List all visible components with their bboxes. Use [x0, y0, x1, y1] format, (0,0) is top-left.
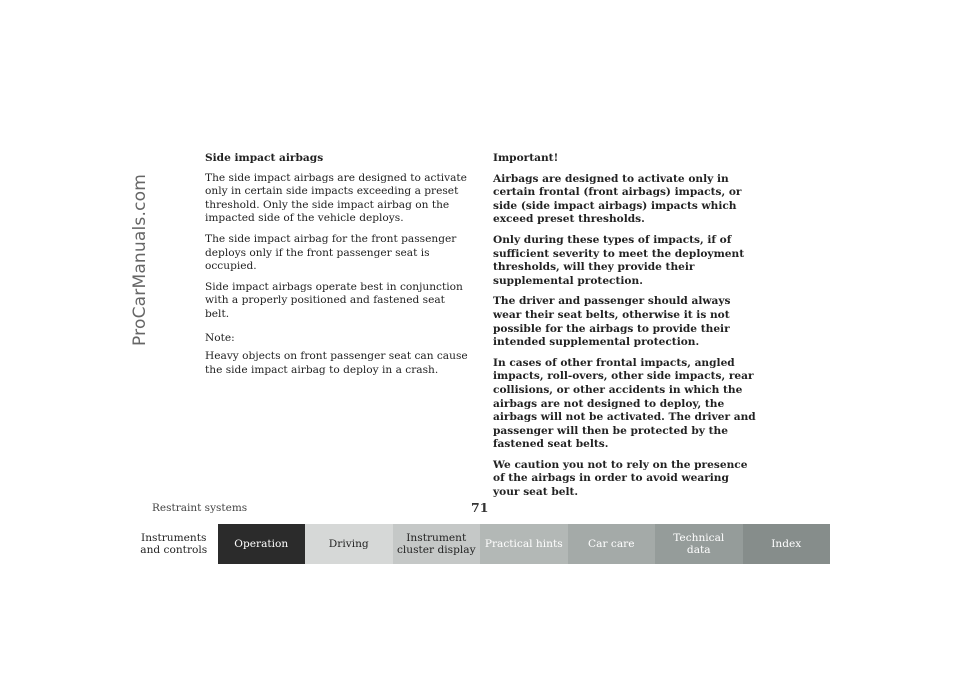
section-heading: Side impact airbags: [205, 152, 324, 164]
tab-index[interactable]: [743, 524, 831, 564]
tab-label: Driving: [328, 537, 369, 550]
paragraph: The side impact airbag for the front passenger deploys only if the front passenger seat is occupied.: [205, 232, 457, 273]
paragraph: The side impact airbags are designed to activate only in certain side impacts exceeding a preset threshold. Only the side impact airbag on the impacted side of the vehicle deploys.: [205, 171, 467, 225]
paragraph: We caution you not to rely on the presence of the airbags in order to avoid wearing your seat belt.: [493, 458, 748, 499]
paragraph: The driver and passenger should always wear their seat belts, otherwise it is not possible for the airbags to provide their intended supplemental protection.: [493, 295, 731, 349]
tab-label: Index: [771, 537, 802, 550]
paragraph: Side impact airbags operate best in conjunction with a properly positioned and fastened seat belt.: [205, 280, 463, 320]
tab-practical-hints[interactable]: [480, 524, 568, 564]
tab-car-care[interactable]: [568, 524, 656, 564]
tab-operation[interactable]: [218, 524, 306, 564]
note-label: Note:: [205, 331, 235, 344]
right-column: [493, 152, 758, 507]
tab-label: Technical data: [673, 531, 725, 556]
note-text: Heavy objects on front passenger seat can cause the side impact airbag to deploy in a crash.: [205, 350, 468, 376]
paragraph: In cases of other frontal impacts, angled impacts, roll-overs, other side impacts, rear collisions, or other accidents in which the airbags are not designed to deploy, the airbags will not be activated. The driver and passenger will then be protected by the fastened seat belts.: [493, 356, 756, 451]
tab-label: Car care: [588, 537, 635, 550]
tab-label: Instruments and controls: [140, 531, 208, 556]
page-number: 71: [471, 500, 489, 515]
paragraph: Only during these types of impacts, if of sufficient severity to meet the deployment thresholds, will they provide their supplemental protection.: [493, 233, 745, 287]
tab-label: Practical hints: [484, 537, 563, 550]
tab-label: Operation: [234, 537, 289, 550]
left-column: [205, 152, 470, 384]
tab-label: Instrument cluster display: [396, 531, 476, 556]
tab-instrument-cluster-display[interactable]: [393, 524, 481, 564]
watermark-text: ProCarManuals.com: [130, 174, 150, 346]
paragraph: Airbags are designed to activate only in certain frontal (front airbags) impacts, or side (side impact airbags) impacts which exceed preset thresholds.: [493, 172, 742, 226]
tab-technical-data[interactable]: [655, 524, 743, 564]
running-head: Restraint systems: [152, 502, 248, 514]
tab-driving[interactable]: [305, 524, 393, 564]
important-heading: Important!: [493, 152, 559, 164]
section-nav-bar: [130, 524, 830, 564]
tab-instruments-and-controls[interactable]: [130, 524, 218, 564]
